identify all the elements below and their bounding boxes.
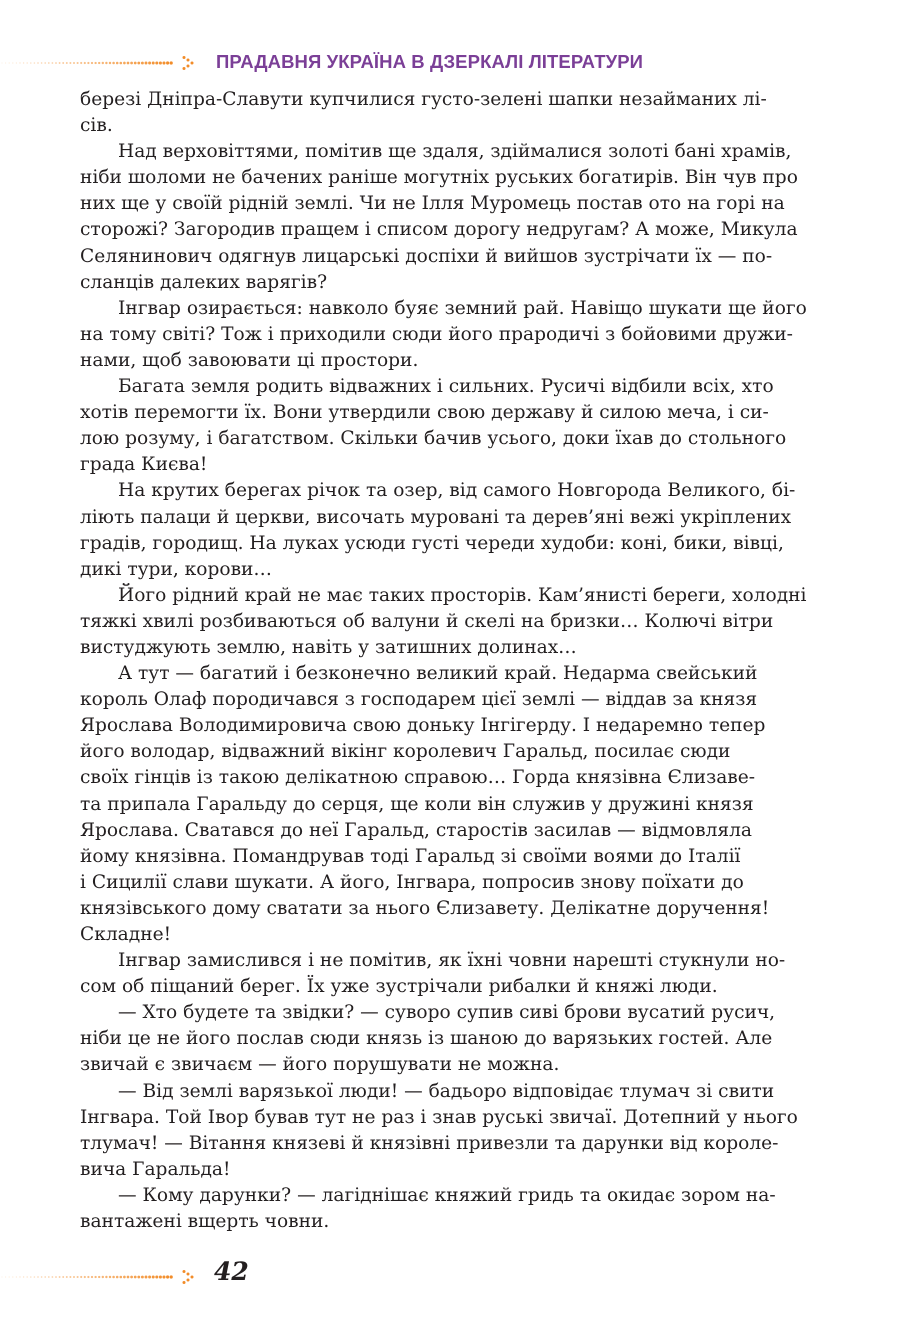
- paragraph: — Хто будете та звідки? — суворо супив сиві брови вусатий русич, ніби це не його послав сюди князь із шаною до варязьких гостей. Але звичай є звичаєм — його порушувати не можна.: [80, 1002, 776, 1076]
- ornament-dot: [12, 62, 13, 63]
- ornament-dot: [119, 62, 122, 65]
- ornament-dot: [48, 62, 50, 64]
- ornament-dot: [34, 1276, 36, 1278]
- paragraph: березі Дніпра-Славути купчилися густо-зелені шапки незайманих лі- сів.: [80, 89, 767, 137]
- ornament-dot: [80, 1276, 82, 1278]
- ornament-dot: [5, 1276, 6, 1277]
- ornament-dot: [127, 1276, 130, 1279]
- text-body: [80, 87, 846, 1235]
- ornament-dot: [87, 1276, 89, 1278]
- ornament-dot: [119, 1276, 122, 1279]
- ornament-dot: [137, 1276, 140, 1279]
- ornament-dot: [170, 1275, 173, 1278]
- ornament-dot: [69, 1276, 71, 1278]
- ornament-dot: [162, 61, 165, 64]
- ornament-dot: [141, 62, 144, 65]
- ornament-dot: [166, 1275, 169, 1278]
- ornament-dot: [19, 62, 20, 63]
- ornament-dot: [159, 61, 162, 64]
- ornament-dot: [152, 62, 155, 65]
- ornament-dot: [130, 62, 133, 65]
- ornament-dot: [26, 62, 27, 63]
- ornament-dot: [9, 1276, 10, 1277]
- ornament-dot: [16, 62, 17, 63]
- ornament-dot: [77, 62, 79, 64]
- ornament-dot: [84, 62, 86, 64]
- ornament-dot: [145, 1276, 148, 1279]
- ornament-dot: [109, 62, 111, 64]
- ornament-dot: [1, 1276, 2, 1277]
- ornament-dot: [80, 62, 82, 64]
- ornament-dot: [59, 1276, 61, 1278]
- ornament-dot: [73, 1276, 75, 1278]
- ornament-dot: [1, 62, 2, 63]
- paragraph: Інгвар озирається: навколо буяє земний рай. Навіщо шукати ще його на тому світі? Тож і приходили сюди його прародичі з бойовими дружи- нами, щоб завоювати ці простори.: [80, 297, 807, 371]
- ornament-dot: [30, 62, 32, 64]
- ornament-dot: [55, 1276, 57, 1278]
- ornament-dot: [66, 1276, 68, 1278]
- page-number: 42: [214, 1257, 249, 1286]
- ornament-dot: [30, 1276, 32, 1278]
- ornament-dot: [112, 62, 115, 65]
- ornament-dot: [77, 1276, 79, 1278]
- ornament-dot: [155, 61, 158, 64]
- paragraph: На крутих берегах річок та озер, від самого Новгорода Великого, бі- ліють палаци й церкви, височать муровані та дерев’яні вежі укріплених градів, городищ. На луках усюди густі череди худоби: коні, бики, вівці, дикі тури, корови…: [80, 480, 796, 580]
- ornament-dot: [44, 1276, 46, 1278]
- ornament-dot: [87, 62, 89, 64]
- ornament-dot: [52, 1276, 54, 1278]
- ornament-dot: [62, 62, 64, 64]
- ornament-arrow-dot: [187, 65, 190, 68]
- ornament-dot: [109, 1276, 111, 1278]
- ornament-dot: [112, 1276, 115, 1279]
- ornament-dot: [26, 1276, 27, 1277]
- ornament-dot: [170, 61, 173, 64]
- ornament-arrow-dot: [183, 1270, 186, 1273]
- ornament-dot: [162, 1275, 165, 1278]
- ornament-dot: [23, 1276, 24, 1277]
- ornament-dot: [102, 1276, 104, 1278]
- ornament-arrow-dot: [187, 59, 190, 62]
- ornament-dot: [62, 1276, 64, 1278]
- header-dotted-arrow: [0, 56, 198, 70]
- paragraph: Інгвар замислився і не помітив, як їхні човни нарешті стукнули но- сом об піщаний берег. Їх уже зустрічали рибалки й княжі люди.: [80, 950, 786, 998]
- ornament-arrow-dot: [183, 1281, 186, 1284]
- ornament-dot: [148, 62, 151, 65]
- ornament-dot: [134, 62, 137, 65]
- paragraph: — Від землі варязької люди! — бадьоро відповідає тлумач зі свити Інгвара. Той Івор бував тут не раз і знав руські звичаї. Дотепний у нього тлумач! — Вітання князеві й князівні привезли та дарунки від короле- вича Гаральда!: [80, 1080, 798, 1180]
- ornament-dot: [134, 1276, 137, 1279]
- ornament-dot: [44, 62, 46, 64]
- ornament-dot: [66, 62, 68, 64]
- ornament-arrow-dot: [183, 56, 186, 59]
- ornament-dot: [166, 61, 169, 64]
- running-header-title: ПРАДАВНЯ УКРАЇНА В ДЗЕРКАЛІ ЛІТЕРАТУРИ: [216, 51, 644, 72]
- ornament-dot: [91, 1276, 93, 1278]
- ornament-dot: [102, 62, 104, 64]
- ornament-dot: [116, 62, 119, 65]
- ornament-dot: [130, 1276, 133, 1279]
- ornament-dot: [123, 62, 126, 65]
- ornament-dot: [84, 1276, 86, 1278]
- paragraph: Його рідний край не має таких просторів. Кам’янисті береги, холодні тяжкі хвилі розбиваються об валуни й скелі на бризки… Колючі вітри вистуджують землю, навіть у затишних долинах…: [80, 584, 807, 658]
- ornament-dot: [73, 62, 75, 64]
- ornament-dot: [69, 62, 71, 64]
- ornament-dot: [152, 1276, 155, 1279]
- ornament-dot: [98, 62, 100, 64]
- ornament-dot: [91, 62, 93, 64]
- ornament-dot: [145, 62, 148, 65]
- ornament-dot: [16, 1276, 17, 1277]
- paragraph: Багата земля родить відважних і сильних. Русичі відбили всіх, хто хотів перемогти їх. Вони утвердили свою державу й силою меча, і си- лою розуму, і багатством. Скільки бачив усього, доки їхав до стольного града Києва!: [80, 376, 787, 476]
- ornament-dot: [9, 62, 10, 63]
- ornament-dot: [155, 1275, 158, 1278]
- paragraph: — Кому дарунки? — лагіднішає княжий гридь та окидає зором на- вантажені вщерть човни.: [80, 1184, 776, 1233]
- ornament-dot: [37, 62, 39, 64]
- ornament-dot: [148, 1276, 151, 1279]
- paragraph: А тут — багатий і безконечно великий край. Недарма свейський король Олаф породичався з господарем цієї землі — віддав за князя Ярослава Володимировича свою доньку Інгігерду. І недаремно тепер його володар, відважний вікінг королевич Гаральд, посилає сюди своїх гінців із такою делікатною справою… Горда князівна Єлизаве- та припала Гаральду до серця, ще коли він служив у дружині князя Ярослава. Сватався до неї Гаральд, старостів засилав — відмовляла йому князівна. Помандрував тоді Гаральд зі своїми воями до Італії і Сицилії слави шукати. А його, Інгвара, попросив знову поїхати до князівського дому сватати за нього Єлизавету. Делікатне доручення! Складне!: [80, 663, 770, 945]
- ornament-dot: [59, 62, 61, 64]
- ornament-dot: [34, 62, 36, 64]
- ornament-dot: [94, 62, 96, 64]
- ornament-arrow-dot: [187, 1273, 190, 1276]
- paragraph: Над верховіттями, помітив ще здаля, здіймалися золоті бані храмів, ніби шоломи не бачених раніше могутніх руських богатирів. Він чув про них ще у своїй рідній землі. Чи не Ілля Муромець постав ото на горі на сторожі? Загородив пращем і списом дорогу недругам? А може, Микула Селянинович одягнув лицарські доспіхи й вийшов зустрічати їх — по- сланців далеких варягів?: [80, 141, 798, 293]
- ornament-dot: [159, 1275, 162, 1278]
- ornament-dot: [48, 1276, 50, 1278]
- ornament-arrow-dot: [183, 67, 186, 70]
- ornament-dot: [5, 62, 6, 63]
- ornament-dot: [105, 1276, 107, 1278]
- ornament-dot: [37, 1276, 39, 1278]
- ornament-arrow-dot: [191, 62, 194, 65]
- ornament-dot: [41, 1276, 43, 1278]
- ornament-dot: [141, 1276, 144, 1279]
- ornament-dot: [105, 62, 107, 64]
- ornament-dot: [116, 1276, 119, 1279]
- footer-dotted-arrow: [0, 1270, 198, 1284]
- ornament-arrow-dot: [187, 1279, 190, 1282]
- ornament-dot: [127, 62, 130, 65]
- ornament-dot: [98, 1276, 100, 1278]
- ornament-dot: [19, 1276, 20, 1277]
- ornament-dot: [41, 62, 43, 64]
- ornament-arrow-dot: [191, 1276, 194, 1279]
- ornament-dot: [52, 62, 54, 64]
- ornament-dot: [94, 1276, 96, 1278]
- ornament-dot: [23, 62, 24, 63]
- ornament-dot: [12, 1276, 13, 1277]
- ornament-dot: [55, 62, 57, 64]
- ornament-dot: [137, 62, 140, 65]
- ornament-dot: [123, 1276, 126, 1279]
